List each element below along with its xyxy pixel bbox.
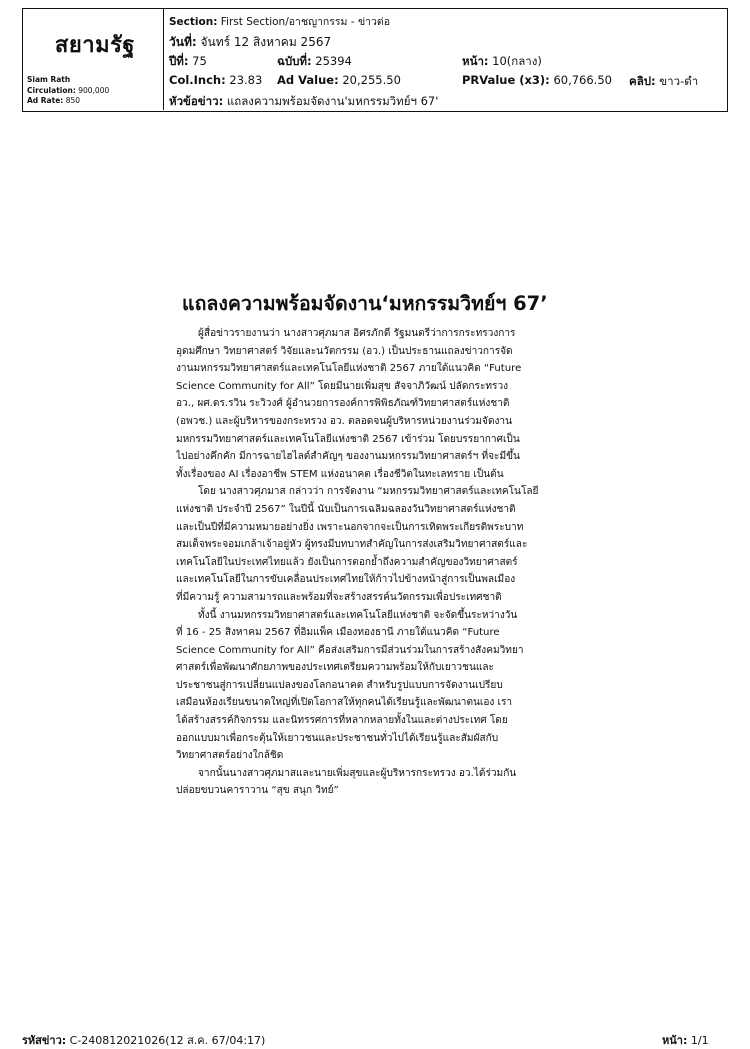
news-code-value: C-240812021026(12 ส.ค. 67/04:17) [69,1034,266,1047]
page-label: หน้า: [462,54,489,68]
article-line: โดย นางสาวศุภมาส กล่าวว่า การจัดงาน “มหกรรมวิทยาศาสตร์และเทคโนโลยี [198,486,539,498]
circulation-value: 900,000 [78,85,110,95]
headline-label: หัวข้อข่าว: [169,94,224,108]
article-line: แห่งชาติ ประจำปี 2567” ในปีนี้ นับเป็นการเฉลิมฉลองวันวิทยาศาสตร์แห่งชาติ [176,503,516,515]
article-body [176,325,596,800]
clipping-metadata [169,9,727,111]
section-value: First Section/อาชญากรรม - ข่าวต่อ [220,16,391,28]
date-label: วันที่: [169,35,197,49]
page-value: 10(กลาง) [492,54,542,68]
ad-rate-label: Ad Rate: [27,96,64,105]
advalue-label: Ad Value: [277,73,339,87]
news-code [22,1031,265,1049]
article-line: Science Community for All” คือส่งเสริมการมีส่วนร่วมในการสร้างสังคมวิทยา [176,644,524,656]
headline-value: แถลงความพร้อมจัดงาน'มหกรรมวิทย์ฯ 67' [226,94,439,108]
article-line: ทั้งเรื่องของ AI เรื่องอาชีพ STEM แห่งอนาคต เรื่องชีวิตในทะเลทราย เป็นต้น [176,468,504,480]
publication-name: Siam Rath [27,75,71,84]
article-line: ผู้สื่อข่าวรายงานว่า นางสาวศุภมาส อิศรภักดี รัฐมนตรีว่าการกระทรวงการ [198,328,516,339]
colinch-label: Col.Inch: [169,73,226,87]
article-line: ประชาชนสู่การเปลี่ยนแปลงของโลกอนาคต สำหรับรูปแบบการจัดงานเปรียบ [176,679,503,691]
article-line: เสมือนห้องเรียนขนาดใหญ่ที่เปิดโอกาสให้ทุกคนได้เรียนรู้และพัฒนาตนเอง เรา [176,697,513,709]
news-code-label: รหัสข่าว: [22,1034,67,1047]
article-line: จากนั้นนางสาวศุภมาสและนายเพิ่มสุขและผู้บริหารกระทรวง อว.ได้ร่วมกัน [198,767,517,779]
issue-label: ฉบับที่: [277,54,312,68]
article-line: อว., ผศ.ดร.รวิน ระวิวงศ์ ผู้อำนวยการองค์การพิพิธภัณฑ์วิทยาศาสตร์แห่งชาติ [176,398,510,410]
section-row [169,13,390,30]
prvalue-value: 60,766.50 [553,73,612,87]
page-count-value: 1/1 [690,1034,709,1047]
article-line: ศาสตร์เพื่อพัฒนาศักยภาพของประเทศเตรียมความพร้อมให้กับเยาวชนและ [176,662,494,674]
article-line: มหกรรมวิทยาศาสตร์และเทคโนโลยีแห่งชาติ 2567 เข้าร่วม โดยบรรยากาศเป็น [176,433,520,445]
year-value: 75 [192,54,207,68]
article-line: ทั้งนี้ งานมหกรรมวิทยาศาสตร์และเทคโนโลยีแห่งชาติ จะจัดขึ้นระหว่างวัน [198,609,518,621]
page-count-label: หน้า: [662,1034,688,1047]
article-line: ที่มีความรู้ ความสามารถและพร้อมที่จะสร้างสรรค์นวัตกรรมเพื่อประเทศชาติ [176,591,502,603]
article-line: เทคโนโลยีในประเทศไทยแล้ว ยังเป็นการตอกย้ำถึงความสำคัญของวิทยาศาสตร์ [176,556,518,568]
publication-logo: สยามรัฐ [54,33,136,58]
article-line: และเป็นปีที่มีความหมายอย่างยิ่ง เพราะนอกจากจะเป็นการเทิดพระเกียรติพระบาท [176,521,524,533]
publication-column [23,9,164,110]
article-line: ได้สร้างสรรค์กิจกรรม และนิทรรศการที่หลากหลายทั้งในและต่างประเทศ โดย [176,715,508,727]
issue-value: 25394 [315,54,352,68]
article-line: ออกแบบมาเพื่อกระตุ้นให้เยาวชนและประชาชนทั่วไปได้เรียนรู้และสัมผัสกับ [176,732,499,744]
article-line: ที่ 16 - 25 สิงหาคม 2567 ที่อิมแพ็ค เมืองทองธานี ภายใต้แนวคิด “Future [176,627,500,639]
year-label: ปีที่: [169,54,189,68]
article-line: งานมหกรรมวิทยาศาสตร์และเทคโนโลยีแห่งชาติ 2567 ภายใต้แนวคิด “Future [176,363,522,375]
article-line: สมเด็จพระจอมเกล้าเจ้าอยู่หัว ผู้ทรงมีบทบาทสำคัญในการส่งเสริมวิทยาศาสตร์และ [176,539,528,551]
clip-label: คลิป: [629,74,656,88]
headline-row [169,93,438,111]
article-headline: แถลงความพร้อมจัดงาน‘มหกรรมวิทย์ฯ 67’ [182,292,548,315]
article-line: (อพวช.) และผู้บริหารของกระทรวง อว. ตลอดจนผู้บริหารหน่วยงานร่วมจัดงาน [176,415,512,427]
publication-info [27,75,109,107]
advalue-value: 20,255.50 [342,73,401,87]
ad-rate-value: 850 [65,96,81,105]
page-count [662,1031,709,1049]
article-line: ปล่อยขบวนคาราวาน “สุข สนุก วิทย์” [176,785,339,797]
clipping-header [22,8,728,112]
clip-value: ขาว-ดำ [659,74,699,88]
article-line: และเทคโนโลยีในการขับเคลื่อนประเทศไทยให้ก้าวไปข้างหน้าสู่การเป็นพลเมือง [176,574,516,586]
article-line: ไปอย่างคึกคัก มีการฉายไฮไลต์สำคัญๆ ของงานมหกรรมวิทยาศาสตร์ฯ ที่จะมีขึ้น [176,451,520,463]
article-line: อุดมศึกษา วิทยาศาสตร์ วิจัยและนวัตกรรม (อว.) เป็นประธานแถลงข่าวการจัด [176,345,513,357]
article-clipping [176,288,596,800]
section-label: Section: [169,16,218,28]
colinch-value: 23.83 [229,73,263,87]
date-value: จันทร์ 12 สิงหาคม 2567 [200,35,332,49]
article-line: วิทยาศาสตร์อย่างใกล้ชิด [176,750,284,762]
circulation-label: Circulation: [27,85,76,95]
prvalue-label: PRValue (x3): [462,73,550,87]
date-row [169,33,331,52]
article-line: Science Community for All” โดยมีนายเพิ่มสุข สัจจาภิวัฒน์ ปลัดกระทรวง [176,380,509,392]
